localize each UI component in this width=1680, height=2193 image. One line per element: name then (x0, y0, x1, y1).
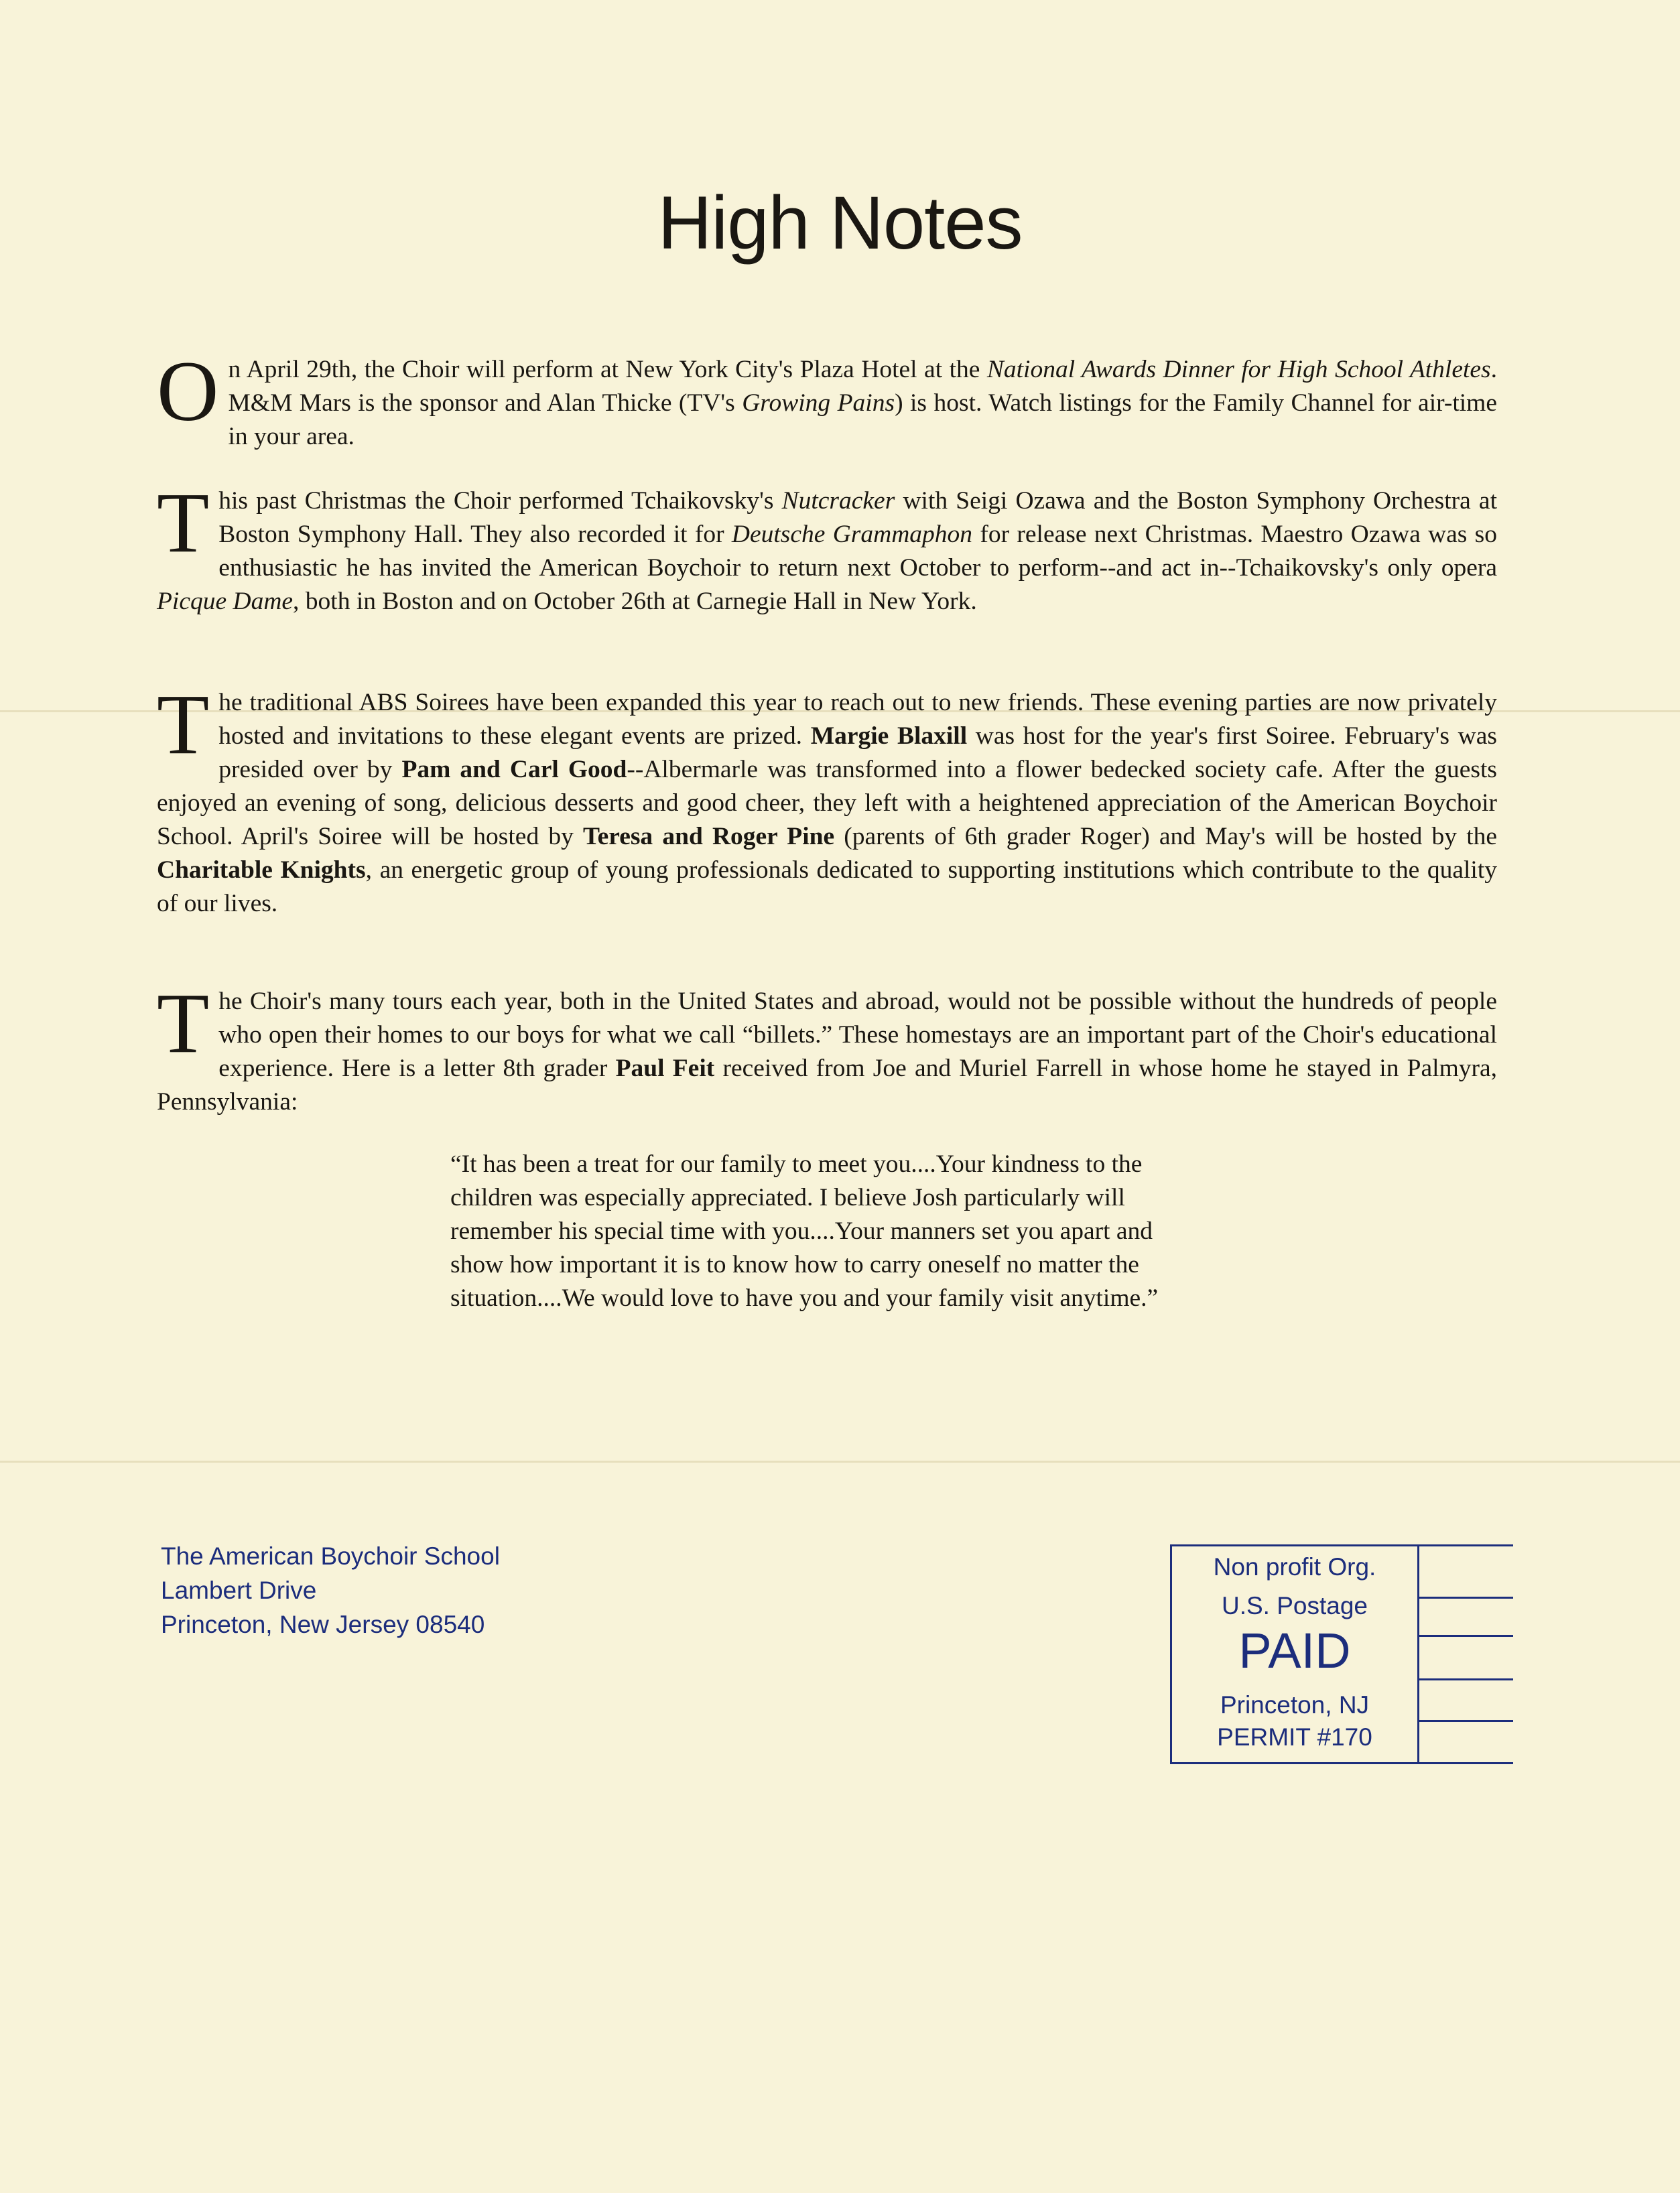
body-text: , both in Boston and on October 26th at Carnegie Hall in New York. (293, 588, 977, 615)
body-text: (parents of 6th grader Roger) and May's will be hosted by the (834, 823, 1498, 850)
article-paragraph (157, 976, 1498, 1119)
body-text: --Albermarle was transformed into a flower bedecked society cafe. After the guests enjoyed an evening of song, delicious desserts and good cheer, they left with a heightened appreciation of the American Boychoir School. April's Soiree will be hosted by (157, 756, 1498, 850)
bold-name: Teresa and Roger Pine (583, 823, 835, 850)
bold-name: Charitable Knights (157, 856, 366, 884)
return-address-line: Lambert Drive (161, 1577, 317, 1604)
indicia-line: PERMIT #170 (1217, 1723, 1372, 1751)
quote-line: show how important it is to know how to carry oneself no matter the (450, 1251, 1139, 1278)
indicia-paid: PAID (1238, 1623, 1351, 1678)
drop-cap: T (157, 475, 210, 570)
drop-cap: T (157, 976, 210, 1071)
italic-text: National Awards Dinner for High School Athletes (986, 356, 1491, 383)
page-title: High Notes (657, 181, 1023, 265)
quote-line: remember his special time with you....Your manners set you apart and (450, 1217, 1153, 1245)
article-paragraph (157, 677, 1498, 921)
postage-indicia (1170, 1544, 1419, 1764)
body-text: for release next Christmas. Maestro Ozawa was so enthusiastic he has invited the American Boychoir to return next October to perform--and act in--Tchaikovsky's only opera (218, 521, 1497, 582)
indicia-line: Non profit Org. (1213, 1553, 1376, 1581)
body-text: n April 29th, the Choir will perform at New York City's Plaza Hotel at the (228, 356, 987, 383)
italic-text: Nutcracker (781, 487, 895, 515)
return-address (161, 1539, 500, 1642)
drop-cap: T (157, 677, 210, 772)
indicia-rule (1419, 1720, 1513, 1722)
article-paragraph (157, 475, 1497, 618)
letter-quote (450, 1148, 1301, 1315)
indicia-rule (1419, 1544, 1513, 1546)
italic-text: Deutsche Grammaphon (731, 521, 973, 548)
quote-line: situation....We would love to have you and your family visit anytime.” (450, 1284, 1159, 1312)
body-text: ) is host. Watch listings for the Family Channel for air-time in your area. (228, 389, 1497, 450)
indicia-rule (1419, 1635, 1513, 1637)
paper-fold-line (0, 1461, 1680, 1463)
bold-name: Paul Feit (615, 1055, 715, 1082)
indicia-line: U.S. Postage (1221, 1592, 1368, 1619)
body-text: his past Christmas the Choir performed Tchaikovsky's (218, 487, 782, 515)
bold-name: Margie Blaxill (810, 722, 968, 750)
indicia-rule (1419, 1678, 1513, 1680)
return-address-line: Princeton, New Jersey 08540 (161, 1611, 485, 1638)
indicia-line: Princeton, NJ (1220, 1691, 1370, 1719)
body-text: was host for the year's first Soiree. February's was presided over by (218, 722, 1497, 783)
body-text: , an energetic group of young professionals dedicated to supporting institutions which contribute to the quality of our lives. (157, 856, 1497, 917)
indicia-rule (1419, 1762, 1513, 1764)
body-text: with Seigi Ozawa and the Boston Symphony Orchestra at Boston Symphony Hall. They also recorded it for (218, 487, 1497, 548)
body-text: received from Joe and Muriel Farrell in whose home he stayed in Palmyra, Pennsylvania: (157, 1055, 1498, 1116)
italic-text: Picque Dame (157, 588, 294, 615)
italic-text: Growing Pains (742, 389, 895, 417)
body-text: he Choir's many tours each year, both in the United States and abroad, would not be possible without the hundreds of people who open their homes to our boys for what we call “billets.” These homestays are an important part of the Choir's educational experience. Here is a letter 8th grader (218, 988, 1497, 1082)
body-text: . M&M Mars is the sponsor and Alan Thicke (TV's (228, 356, 1497, 417)
quote-line: “It has been a treat for our family to meet you....Your kindness to the (450, 1150, 1143, 1178)
return-address-line: The American Boychoir School (161, 1542, 500, 1570)
bold-name: Pam and Carl Good (401, 756, 627, 783)
indicia-side-rules (1419, 1544, 1513, 1764)
article-paragraph (157, 344, 1497, 454)
drop-cap: O (157, 344, 219, 439)
body-text: he traditional ABS Soirees have been expanded this year to reach out to new friends. These evening parties are now privately hosted and invitations to these elegant events are prized. (218, 689, 1497, 750)
quote-line: children was especially appreciated. I believe Josh particularly will (450, 1184, 1125, 1211)
indicia-rule (1419, 1597, 1513, 1599)
